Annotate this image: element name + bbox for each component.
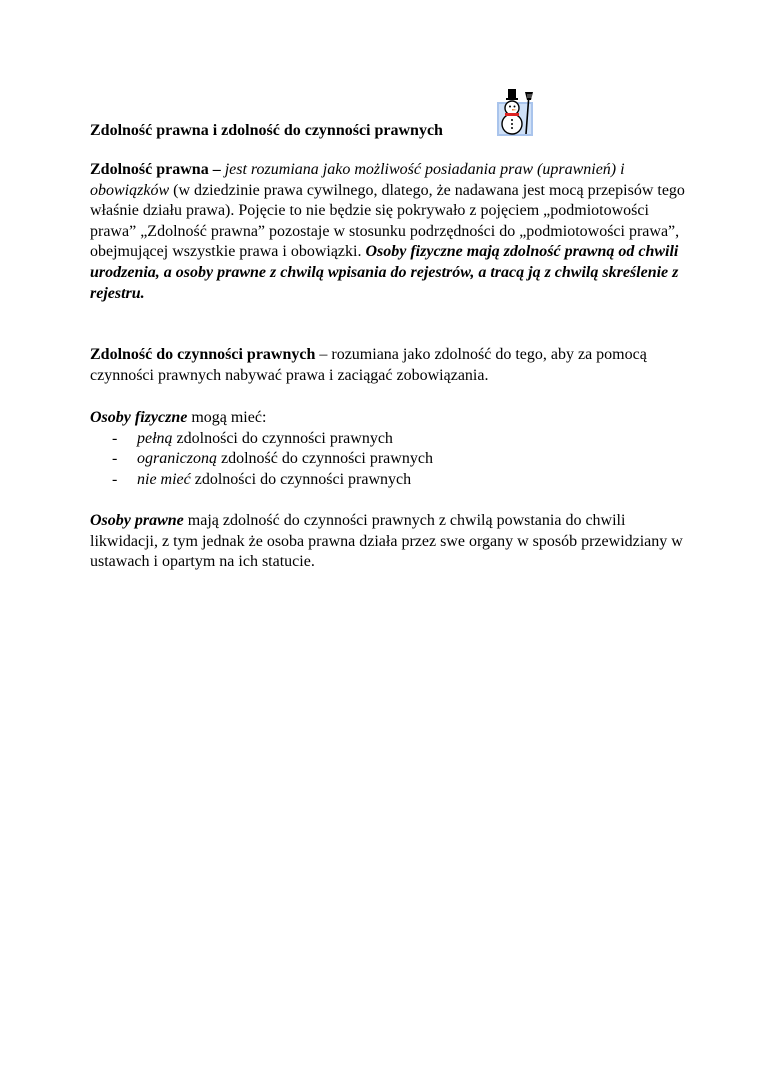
paragraph-legal-persons bbox=[90, 511, 690, 573]
list-item bbox=[90, 470, 690, 491]
sentence-persons-capacity: Osoby fizyczne mają zdolność prawną od chwili urodzenia, a osoby prawne z chwilą wpisania do rejestrów, a tracą ją z chwilą skreślenie z rejestru. bbox=[90, 243, 679, 302]
term-legal-persons: Osoby prawne bbox=[90, 512, 184, 529]
paragraph-legal-capacity bbox=[90, 160, 690, 304]
text-legal-persons: mają zdolność do czynności prawnych z chwilą powstania do chwili likwidacji, z tym jednak że osoba prawna działa przez swe organy w sposób przewidziany w ustawach i opartym na ich statucie. bbox=[90, 512, 683, 571]
text-capacity-to-act: – rozumiana jako zdolność do tego, aby za pomocą czynności prawnych nabywać prawa i zaciągać zobowiązania. bbox=[90, 346, 647, 384]
term-legal-capacity: Zdolność prawna bbox=[90, 161, 209, 178]
natural-persons-intro bbox=[90, 408, 690, 429]
list-dash: - bbox=[112, 450, 118, 468]
natural-persons-intro-text: mogą mieć: bbox=[187, 409, 267, 426]
text-legal-capacity: (w dziedzinie prawa cywilnego, dlatego, że nadawana jest mocą przepisów tego właśnie działu prawa). Pojęcie to nie będzie się pokrywało z pojęciem „podmiotowości prawa” „Zdolność prawna” pozostaje w stosunku podrzędności do „podmiotowości prawa”, obejmującej wszystkie prawa i obowiązki. bbox=[90, 181, 685, 261]
list-item-emphasis: nie mieć bbox=[137, 470, 191, 488]
paragraph-natural-persons bbox=[90, 408, 690, 490]
snowman-icon bbox=[493, 86, 539, 138]
list-dash: - bbox=[112, 429, 118, 447]
list-item bbox=[90, 429, 690, 450]
document-title: Zdolność prawna i zdolność do czynności prawnych bbox=[90, 122, 443, 139]
list-item-text: zdolność do czynności prawnych bbox=[217, 450, 433, 468]
term-capacity-to-act: Zdolność do czynności prawnych bbox=[90, 346, 316, 363]
list-dash: - bbox=[112, 470, 118, 488]
list-item-emphasis: ograniczoną bbox=[137, 450, 217, 468]
list-item-text: zdolności do czynności prawnych bbox=[190, 470, 412, 488]
term-dash: – bbox=[208, 161, 225, 178]
list-item-emphasis: pełną bbox=[137, 429, 173, 447]
list-item bbox=[90, 449, 690, 470]
capacity-list bbox=[90, 429, 690, 491]
list-item-text: zdolności do czynności prawnych bbox=[172, 429, 393, 447]
paragraph-capacity-to-act bbox=[90, 345, 690, 386]
definition-legal-capacity: jest rozumiana jako możliwość posiadania praw (uprawnień) i obowiązków bbox=[90, 161, 625, 199]
term-natural-persons: Osoby fizyczne bbox=[90, 409, 188, 426]
